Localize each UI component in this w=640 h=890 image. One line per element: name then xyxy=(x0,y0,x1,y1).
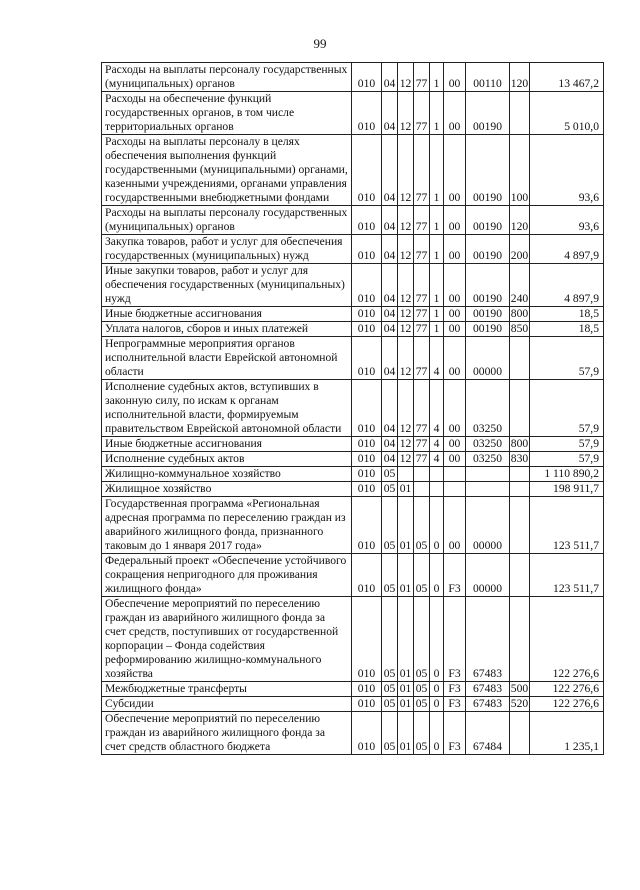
section-code: 04 xyxy=(382,206,398,235)
subprogram-code: 1 xyxy=(430,135,444,206)
table-row xyxy=(102,452,604,467)
expense-type-code: 120 xyxy=(510,206,530,235)
group-code: F3 xyxy=(444,554,466,597)
group-code: 00 xyxy=(444,337,466,380)
group-code: F3 xyxy=(444,597,466,682)
section-code: 04 xyxy=(382,264,398,307)
direction-code: 00190 xyxy=(466,264,510,307)
program-code: 05 xyxy=(414,712,430,755)
direction-code: 67484 xyxy=(466,712,510,755)
subsection-code: 12 xyxy=(398,235,414,264)
ministry-code: 010 xyxy=(352,92,382,135)
row-name: Иные закупки товаров, работ и услуг для обеспечения государственных (муниципальных) нужд xyxy=(102,264,352,307)
group-code: F3 xyxy=(444,682,466,697)
group-code: 00 xyxy=(444,322,466,337)
subprogram-code: 1 xyxy=(430,92,444,135)
direction-code: 00000 xyxy=(466,554,510,597)
subprogram-code: 1 xyxy=(430,307,444,322)
expense-type-code xyxy=(510,467,530,482)
expense-type-code: 240 xyxy=(510,264,530,307)
table-row xyxy=(102,682,604,697)
amount: 4 897,9 xyxy=(530,264,604,307)
subsection-code xyxy=(398,467,414,482)
direction-code: 00190 xyxy=(466,307,510,322)
subsection-code: 12 xyxy=(398,206,414,235)
section-code: 04 xyxy=(382,337,398,380)
amount: 57,9 xyxy=(530,452,604,467)
program-code xyxy=(414,482,430,497)
ministry-code: 010 xyxy=(352,337,382,380)
subsection-code: 12 xyxy=(398,322,414,337)
amount: 198 911,7 xyxy=(530,482,604,497)
group-code: 00 xyxy=(444,206,466,235)
expense-type-code: 500 xyxy=(510,682,529,695)
amount: 18,5 xyxy=(530,307,604,322)
row-name: Расходы на выплаты персоналу в целях обеспечения выполнения функций государственными (муниципальными) органами, казенными учреждениями, органами управления государственными внебюджетными фондами xyxy=(102,135,352,206)
expense-type-code: 830 xyxy=(510,452,529,465)
subsection-code: 01 xyxy=(398,697,414,712)
amount: 1 110 890,2 xyxy=(530,467,604,482)
program-code: 05 xyxy=(414,682,430,697)
amount: 123 511,7 xyxy=(530,497,604,554)
amount: 18,5 xyxy=(530,322,604,337)
program-code: 77 xyxy=(414,63,430,92)
row-name: Жилищное хозяйство xyxy=(102,482,352,497)
group-code: F3 xyxy=(444,712,466,755)
subprogram-code: 0 xyxy=(430,682,444,697)
subsection-code: 01 xyxy=(398,682,414,697)
direction-code: 00190 xyxy=(466,235,510,264)
program-code: 77 xyxy=(414,322,430,337)
table-row xyxy=(102,135,604,206)
section-code: 04 xyxy=(382,437,398,452)
direction-code: 03250 xyxy=(466,452,510,467)
subprogram-code xyxy=(430,482,444,497)
subsection-code: 01 xyxy=(398,497,414,554)
direction-code: 00190 xyxy=(466,135,510,206)
expense-type-code xyxy=(510,482,530,497)
amount: 1 235,1 xyxy=(530,712,604,755)
subsection-code: 12 xyxy=(398,92,414,135)
ministry-code: 010 xyxy=(352,380,382,437)
row-name: Уплата налогов, сборов и иных платежей xyxy=(102,322,352,337)
table-row xyxy=(102,206,604,235)
subprogram-code: 4 xyxy=(430,380,444,437)
program-code: 05 xyxy=(414,697,430,712)
ministry-code: 010 xyxy=(352,682,382,697)
ministry-code: 010 xyxy=(352,206,382,235)
ministry-code: 010 xyxy=(352,697,382,712)
expense-type-code xyxy=(510,92,530,135)
direction-code: 00190 xyxy=(466,206,510,235)
ministry-code: 010 xyxy=(352,497,382,554)
row-name: Государственная программа «Региональная адресная программа по переселению граждан из аварийного жилищного фонда, признанного таковым до 1 января 2017 года» xyxy=(102,497,352,554)
table-row xyxy=(102,554,604,597)
table-row xyxy=(102,337,604,380)
ministry-code: 010 xyxy=(352,437,382,452)
ministry-code: 010 xyxy=(352,712,382,755)
section-code: 04 xyxy=(382,63,398,92)
expense-type-code xyxy=(510,337,530,380)
expense-type-code xyxy=(510,597,530,682)
expense-type-code: 850 xyxy=(510,322,529,335)
direction-code: 00000 xyxy=(466,337,510,380)
amount: 13 467,2 xyxy=(530,63,604,92)
group-code xyxy=(444,467,466,482)
ministry-code: 010 xyxy=(352,467,382,482)
direction-code: 00000 xyxy=(466,497,510,554)
subprogram-code: 0 xyxy=(430,697,444,712)
program-code: 05 xyxy=(414,497,430,554)
section-code: 05 xyxy=(382,482,398,497)
group-code xyxy=(444,482,466,497)
expense-type-code xyxy=(510,554,530,597)
group-code: 00 xyxy=(444,63,466,92)
group-code: 00 xyxy=(444,307,466,322)
amount: 5 010,0 xyxy=(530,92,604,135)
direction-code xyxy=(466,467,510,482)
subprogram-code: 0 xyxy=(430,712,444,755)
subsection-code: 12 xyxy=(398,437,414,452)
row-name: Субсидии xyxy=(102,697,352,712)
table-row xyxy=(102,712,604,755)
group-code: 00 xyxy=(444,380,466,437)
program-code: 05 xyxy=(414,554,430,597)
ministry-code: 010 xyxy=(352,307,382,322)
expense-type-code xyxy=(510,497,530,554)
section-code: 05 xyxy=(382,682,398,697)
row-name: Закупка товаров, работ и услуг для обеспечения государственных (муниципальных) нужд xyxy=(102,235,352,264)
table-row xyxy=(102,597,604,682)
direction-code: 67483 xyxy=(466,597,510,682)
direction-code xyxy=(466,482,510,497)
section-code: 05 xyxy=(382,467,398,482)
row-name: Обеспечение мероприятий по переселению граждан из аварийного жилищного фонда за счет средств областного бюджета xyxy=(102,712,352,755)
subsection-code: 01 xyxy=(398,597,414,682)
row-name: Обеспечение мероприятий по переселению граждан из аварийного жилищного фонда за счет средств, поступивших от государственной корпорации – Фонда содействия реформированию жилищно-коммунального хозяйства xyxy=(102,597,352,682)
table-row xyxy=(102,482,604,497)
section-code: 05 xyxy=(382,554,398,597)
ministry-code: 010 xyxy=(352,482,382,497)
row-name: Расходы на выплаты персоналу государственных (муниципальных) органов xyxy=(102,206,352,235)
group-code: 00 xyxy=(444,497,466,554)
ministry-code: 010 xyxy=(352,452,382,467)
row-name: Расходы на обеспечение функций государственных органов, в том числе территориальных органов xyxy=(102,92,352,135)
subprogram-code: 1 xyxy=(430,264,444,307)
table-row xyxy=(102,497,604,554)
expense-type-code xyxy=(510,380,530,437)
subprogram-code: 1 xyxy=(430,235,444,264)
group-code: 00 xyxy=(444,135,466,206)
subprogram-code xyxy=(430,467,444,482)
amount: 57,9 xyxy=(530,437,604,452)
section-code: 05 xyxy=(382,497,398,554)
subprogram-code: 0 xyxy=(430,554,444,597)
section-code: 05 xyxy=(382,697,398,712)
row-name: Федеральный проект «Обеспечение устойчивого сокращения непригодного для проживания жилищного фонда» xyxy=(102,554,352,597)
table-row xyxy=(102,307,604,322)
row-name: Межбюджетные трансферты xyxy=(102,682,352,697)
subsection-code: 01 xyxy=(398,712,414,755)
subprogram-code: 1 xyxy=(430,322,444,337)
program-code: 77 xyxy=(414,337,430,380)
amount: 122 276,6 xyxy=(530,597,604,682)
expense-type-code: 520 xyxy=(510,697,529,710)
row-name: Исполнение судебных актов xyxy=(102,452,352,467)
subsection-code: 12 xyxy=(398,452,414,467)
amount: 57,9 xyxy=(530,337,604,380)
subsection-code: 12 xyxy=(398,337,414,380)
table-row xyxy=(102,92,604,135)
subprogram-code: 4 xyxy=(430,437,444,452)
amount: 123 511,7 xyxy=(530,554,604,597)
amount: 4 897,9 xyxy=(530,235,604,264)
section-code: 04 xyxy=(382,322,398,337)
section-code: 04 xyxy=(382,380,398,437)
row-name: Расходы на выплаты персоналу государственных (муниципальных) органов xyxy=(102,63,352,92)
direction-code: 00190 xyxy=(466,322,510,337)
program-code: 77 xyxy=(414,437,430,452)
program-code: 77 xyxy=(414,307,430,322)
table-row xyxy=(102,467,604,482)
ministry-code: 010 xyxy=(352,597,382,682)
table-row xyxy=(102,264,604,307)
subprogram-code: 4 xyxy=(430,337,444,380)
row-name: Иные бюджетные ассигнования xyxy=(102,437,352,452)
section-code: 04 xyxy=(382,307,398,322)
program-code: 77 xyxy=(414,380,430,437)
section-code: 04 xyxy=(382,235,398,264)
ministry-code: 010 xyxy=(352,554,382,597)
amount: 93,6 xyxy=(530,206,604,235)
subsection-code: 12 xyxy=(398,307,414,322)
table-row xyxy=(102,380,604,437)
direction-code: 03250 xyxy=(466,437,510,452)
group-code: 00 xyxy=(444,437,466,452)
subsection-code: 01 xyxy=(398,554,414,597)
expense-type-code: 800 xyxy=(510,307,529,320)
table-row xyxy=(102,322,604,337)
expense-type-code: 100 xyxy=(510,135,530,206)
ministry-code: 010 xyxy=(352,63,382,92)
subprogram-code: 4 xyxy=(430,452,444,467)
section-code: 04 xyxy=(382,452,398,467)
amount: 122 276,6 xyxy=(530,682,604,697)
group-code: 00 xyxy=(444,264,466,307)
group-code: F3 xyxy=(444,697,466,712)
ministry-code: 010 xyxy=(352,235,382,264)
section-code: 04 xyxy=(382,135,398,206)
subprogram-code: 1 xyxy=(430,63,444,92)
expense-type-code xyxy=(510,712,530,755)
subsection-code: 12 xyxy=(398,264,414,307)
program-code: 77 xyxy=(414,235,430,264)
amount: 57,9 xyxy=(530,380,604,437)
subsection-code: 01 xyxy=(398,482,414,497)
subsection-code: 12 xyxy=(398,380,414,437)
table-row xyxy=(102,697,604,712)
section-code: 05 xyxy=(382,597,398,682)
program-code: 77 xyxy=(414,206,430,235)
direction-code: 67483 xyxy=(466,697,510,712)
direction-code: 00110 xyxy=(466,63,510,92)
row-name: Иные бюджетные ассигнования xyxy=(102,307,352,322)
program-code: 77 xyxy=(414,92,430,135)
group-code: 00 xyxy=(444,92,466,135)
program-code: 05 xyxy=(414,597,430,682)
page-number: 99 xyxy=(313,36,327,51)
row-name: Жилищно-коммунальное хозяйство xyxy=(102,467,352,482)
subprogram-code: 0 xyxy=(430,597,444,682)
ministry-code: 010 xyxy=(352,264,382,307)
amount: 93,6 xyxy=(530,135,604,206)
direction-code: 03250 xyxy=(466,380,510,437)
table-row xyxy=(102,437,604,452)
section-code: 04 xyxy=(382,92,398,135)
program-code: 77 xyxy=(414,452,430,467)
budget-table xyxy=(101,62,604,755)
amount: 122 276,6 xyxy=(530,697,604,712)
direction-code: 67483 xyxy=(466,682,510,697)
ministry-code: 010 xyxy=(352,135,382,206)
subprogram-code: 0 xyxy=(430,497,444,554)
program-code: 77 xyxy=(414,264,430,307)
subsection-code: 12 xyxy=(398,63,414,92)
table-row xyxy=(102,63,604,92)
row-name: Непрограммные мероприятия органов исполнительной власти Еврейской автономной области xyxy=(102,337,352,380)
direction-code: 00190 xyxy=(466,92,510,135)
program-code: 77 xyxy=(414,135,430,206)
subsection-code: 12 xyxy=(398,135,414,206)
program-code xyxy=(414,467,430,482)
table-row xyxy=(102,235,604,264)
expense-type-code: 120 xyxy=(510,63,530,92)
group-code: 00 xyxy=(444,452,466,467)
expense-type-code: 200 xyxy=(510,235,530,264)
group-code: 00 xyxy=(444,235,466,264)
expense-type-code: 800 xyxy=(510,437,529,450)
section-code: 05 xyxy=(382,712,398,755)
row-name: Исполнение судебных актов, вступивших в законную силу, по искам к органам исполнительной власти, формируемым правительством Еврейской автономной области xyxy=(102,380,352,437)
ministry-code: 010 xyxy=(352,322,382,337)
subprogram-code: 1 xyxy=(430,206,444,235)
